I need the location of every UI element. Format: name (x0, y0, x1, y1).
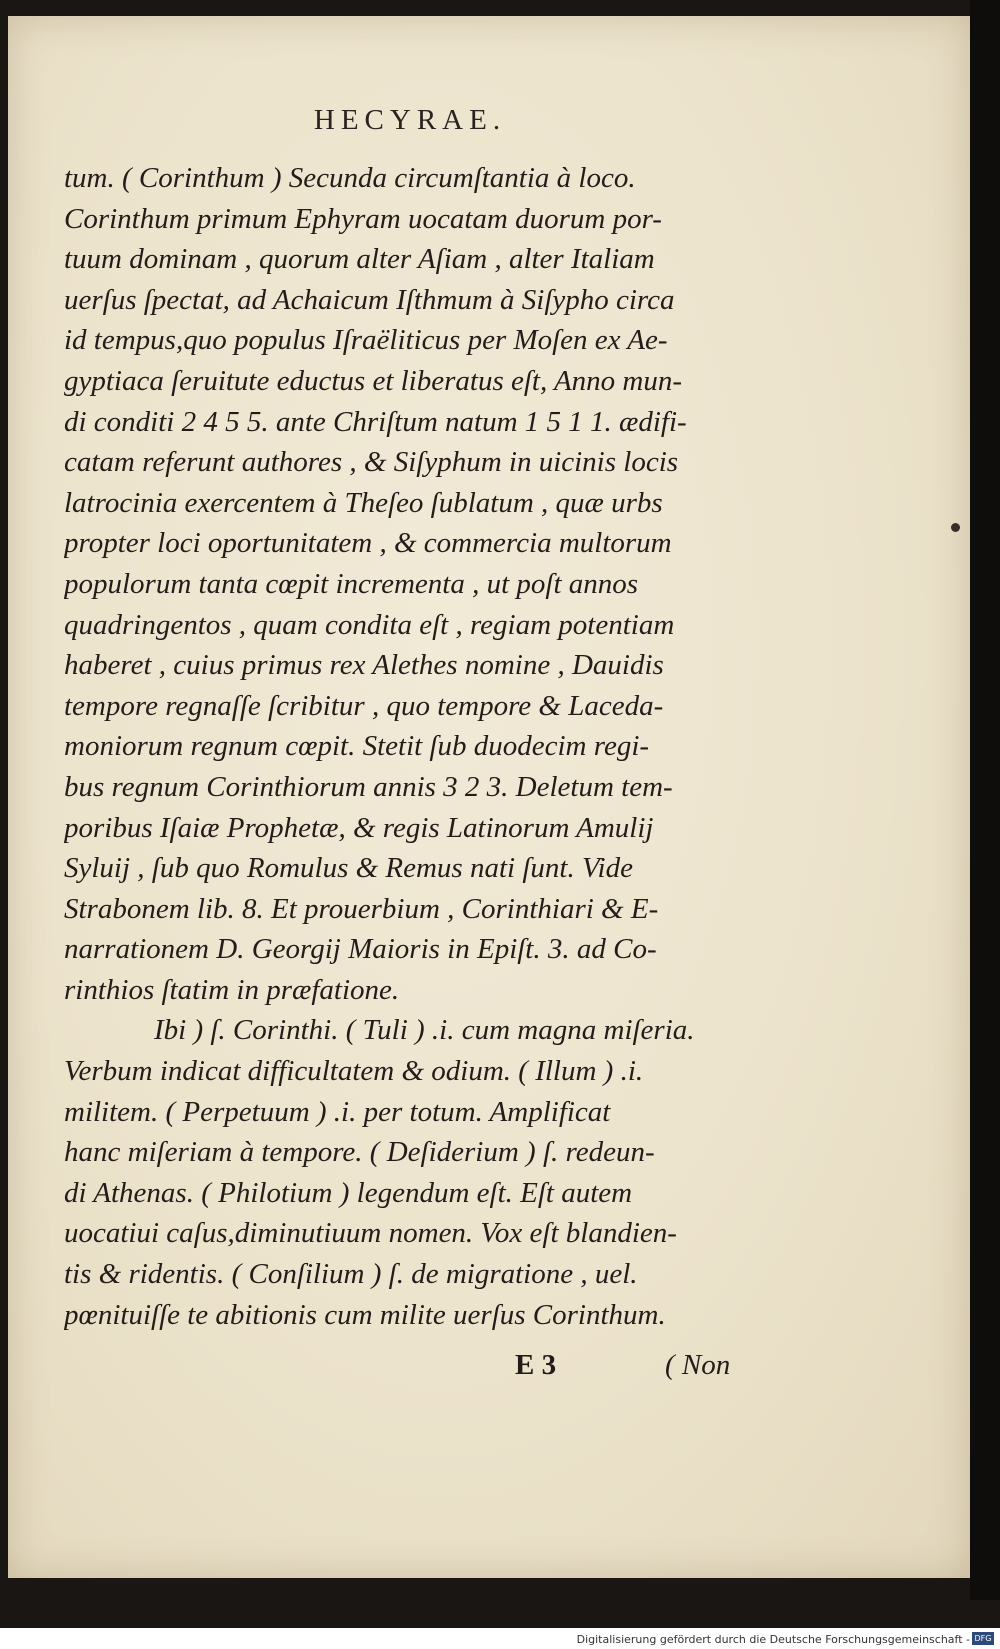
text-line: bus regnum Corinthiorum annis 3 2 3. Deletum tem- (64, 770, 673, 803)
text-block (64, 158, 764, 1335)
text-line: Verbum indicat difficultatem & odium. ( Illum ) .i. (64, 1055, 644, 1088)
text-line: uocatiui caſus,diminutiuum nomen. Vox eſt blandien- (64, 1217, 677, 1250)
text-line: tempore regnaſſe ſcribitur , quo tempore & Laceda- (64, 689, 664, 722)
text-line: rinthios ſtatim in præfatione. (64, 973, 400, 1006)
text-line: latrocinia exercentem à Theſeo ſublatum , quæ urbs (64, 486, 663, 519)
text-line: tum. ( Corinthum ) Secunda circumſtantia à loco. (64, 162, 636, 194)
text-line: poribus Iſaiæ Prophetæ, & regis Latinorum Amulij (64, 811, 654, 844)
catchword: ( Non (665, 1349, 731, 1381)
page-edge (970, 0, 1000, 1600)
text-line: Corinthum primum Ephyram uocatam duorum por- (64, 202, 662, 235)
text-line: militem. ( Perpetuum ) .i. per totum. Amplificat (64, 1095, 611, 1128)
signature-mark: E 3 (515, 1349, 557, 1381)
text-line: Strabonem lib. 8. Et prouerbium , Corinthiari & E- (64, 892, 659, 925)
text-line: di conditi 2 4 5 5. ante Chriſtum natum 1 5 1 1. ædifi- (64, 405, 687, 438)
text-line: hanc miſeriam à tempore. ( Deſiderium ) ſ. redeun- (64, 1136, 655, 1169)
text-line: tuum dominam , quorum alter Aſiam , alter Italiam (64, 243, 655, 276)
text-line: di Athenas. ( Philotium ) legendum eſt. Eſt autem (64, 1176, 633, 1209)
text-line: propter loci oportunitatem , & commercia multorum (64, 527, 672, 560)
footer-credit: Digitalisierung gefördert durch die Deutsche Forschungsgemeinschaft - (576, 1633, 970, 1646)
text-line: uerſus ſpectat, ad Achaicum Iſthmum à Siſypho circa (64, 283, 675, 316)
text-line: quadringentos , quam condita eſt , regiam potentiam (64, 608, 675, 641)
text-line: Syluij , ſub quo Romulus & Remus nati ſunt. Vide (64, 852, 633, 885)
text-line: pœnituiſſe te abitionis cum milite uerſus Corinthum. (64, 1298, 666, 1331)
text-line: populorum tanta cœpit incrementa , ut poſt annos (64, 567, 639, 600)
dfg-logo: DFG (972, 1632, 994, 1645)
text-line: moniorum regnum cœpit. Stetit ſub duodecim regi- (64, 730, 650, 763)
text-line: gyptiaca ſeruitute eductus et liberatus eſt, Anno mun- (64, 364, 683, 397)
text-line: narrationem D. Georgij Maioris in Epiſt. 3. ad Co- (64, 933, 657, 966)
text-line: id tempus,quo populus Iſraëliticus per Moſen ex Ae- (64, 324, 668, 357)
ink-speck (951, 523, 960, 532)
text-line: haberet , cuius primus rex Alethes nomine , Dauidis (64, 649, 664, 682)
running-head: HECYRAE. (313, 104, 507, 136)
text-line: tis & ridentis. ( Conſilium ) ſ. de migratione , uel. (64, 1258, 638, 1291)
paragraph-start-line: Ibi ) ſ. Corinthi. ( Tuli ) .i. cum magna miſeria. (154, 1014, 695, 1047)
text-line: catam referunt authores , & Siſyphum in uicinis locis (64, 446, 679, 479)
